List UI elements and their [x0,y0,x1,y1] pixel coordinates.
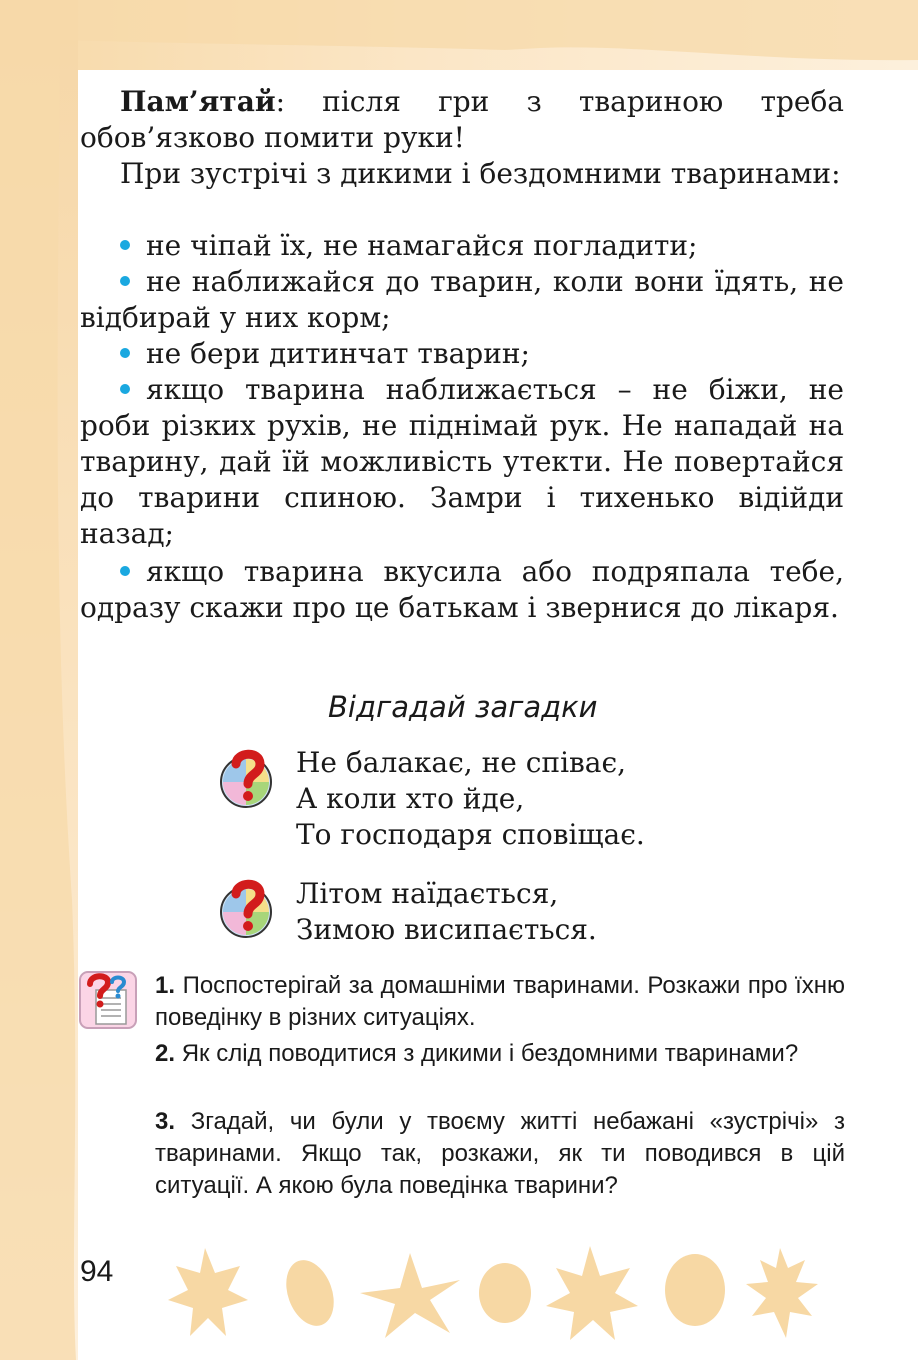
riddle-line: Зимою висипається. [296,913,597,946]
task-text: Згадай, чи були у твоєму житті небажані «зустрічі» з тваринами. Якщо так, розкажи, як ти поводився в цій ситуації. А якою була поведінка тварини? [155,1108,845,1199]
wild-animals-intro: При зустрічі з дикими і бездомними тваринами: [120,157,841,190]
bullet-dot [120,240,130,250]
bullet-dot [120,276,130,286]
task-text: Поспостерігай за домашніми тваринами. Розкажи про їхню поведінку в різних ситуаціях. [155,972,845,1031]
bullet-text: якщо тварина вкусила або подряпала тебе, одразу скажи про це батькам і звернися до лікаря. [80,555,844,624]
question-puzzle-icon [218,878,274,940]
riddle-line: Літом наїдається, [296,877,559,910]
riddle-1 [296,745,645,853]
question-puzzle-icon [218,748,274,810]
task-text: Як слід поводитися з дикими і бездомними тваринами? [181,1040,799,1067]
bullet-item [80,228,844,264]
bullet-text: якщо тварина наближається – не біжи, не роби різких рухів, не піднімай рук. Не нападай на тварину, дай їй можливість утекти. Не повертайся до тварини спиною. Замри і тихенько відійди назад; [80,373,844,550]
bullet-text: не наближайся до тварин, коли вони їдять, не відбирай у них корм; [80,265,844,334]
task-1 [155,970,845,1034]
memo-text: : після гри з твариною треба обов’язково помити руки! [80,85,844,154]
riddle-line: Не балакає, не співає, [296,746,627,779]
bullet-item [80,554,844,626]
question-document-icon [78,970,138,1030]
bullet-dot [120,566,130,576]
task-number: 1. [155,972,176,999]
riddle-line: А коли хто йде, [296,782,525,815]
memo-label: Пам’ятай [120,85,276,118]
task-2 [155,1038,845,1070]
bullet-item [80,264,844,336]
task-3 [155,1106,845,1202]
bullet-dot [120,384,130,394]
bullet-dot [120,348,130,358]
page-number: 94 [80,1255,114,1288]
task-number: 2. [155,1040,176,1067]
task-number: 3. [155,1108,176,1135]
bullet-item [80,336,844,372]
bullet-text: не чіпай їх, не намагайся погладити; [146,229,698,262]
autumn-leaves-icon [160,1238,860,1348]
riddle-2 [296,876,597,948]
riddles-heading: Відгадай загадки [328,690,598,724]
memo-paragraph [80,84,844,156]
riddle-line: То господаря сповіщає. [296,818,645,851]
bullet-item [80,372,844,552]
bullet-text: не бери дитинчат тварин; [146,337,530,370]
